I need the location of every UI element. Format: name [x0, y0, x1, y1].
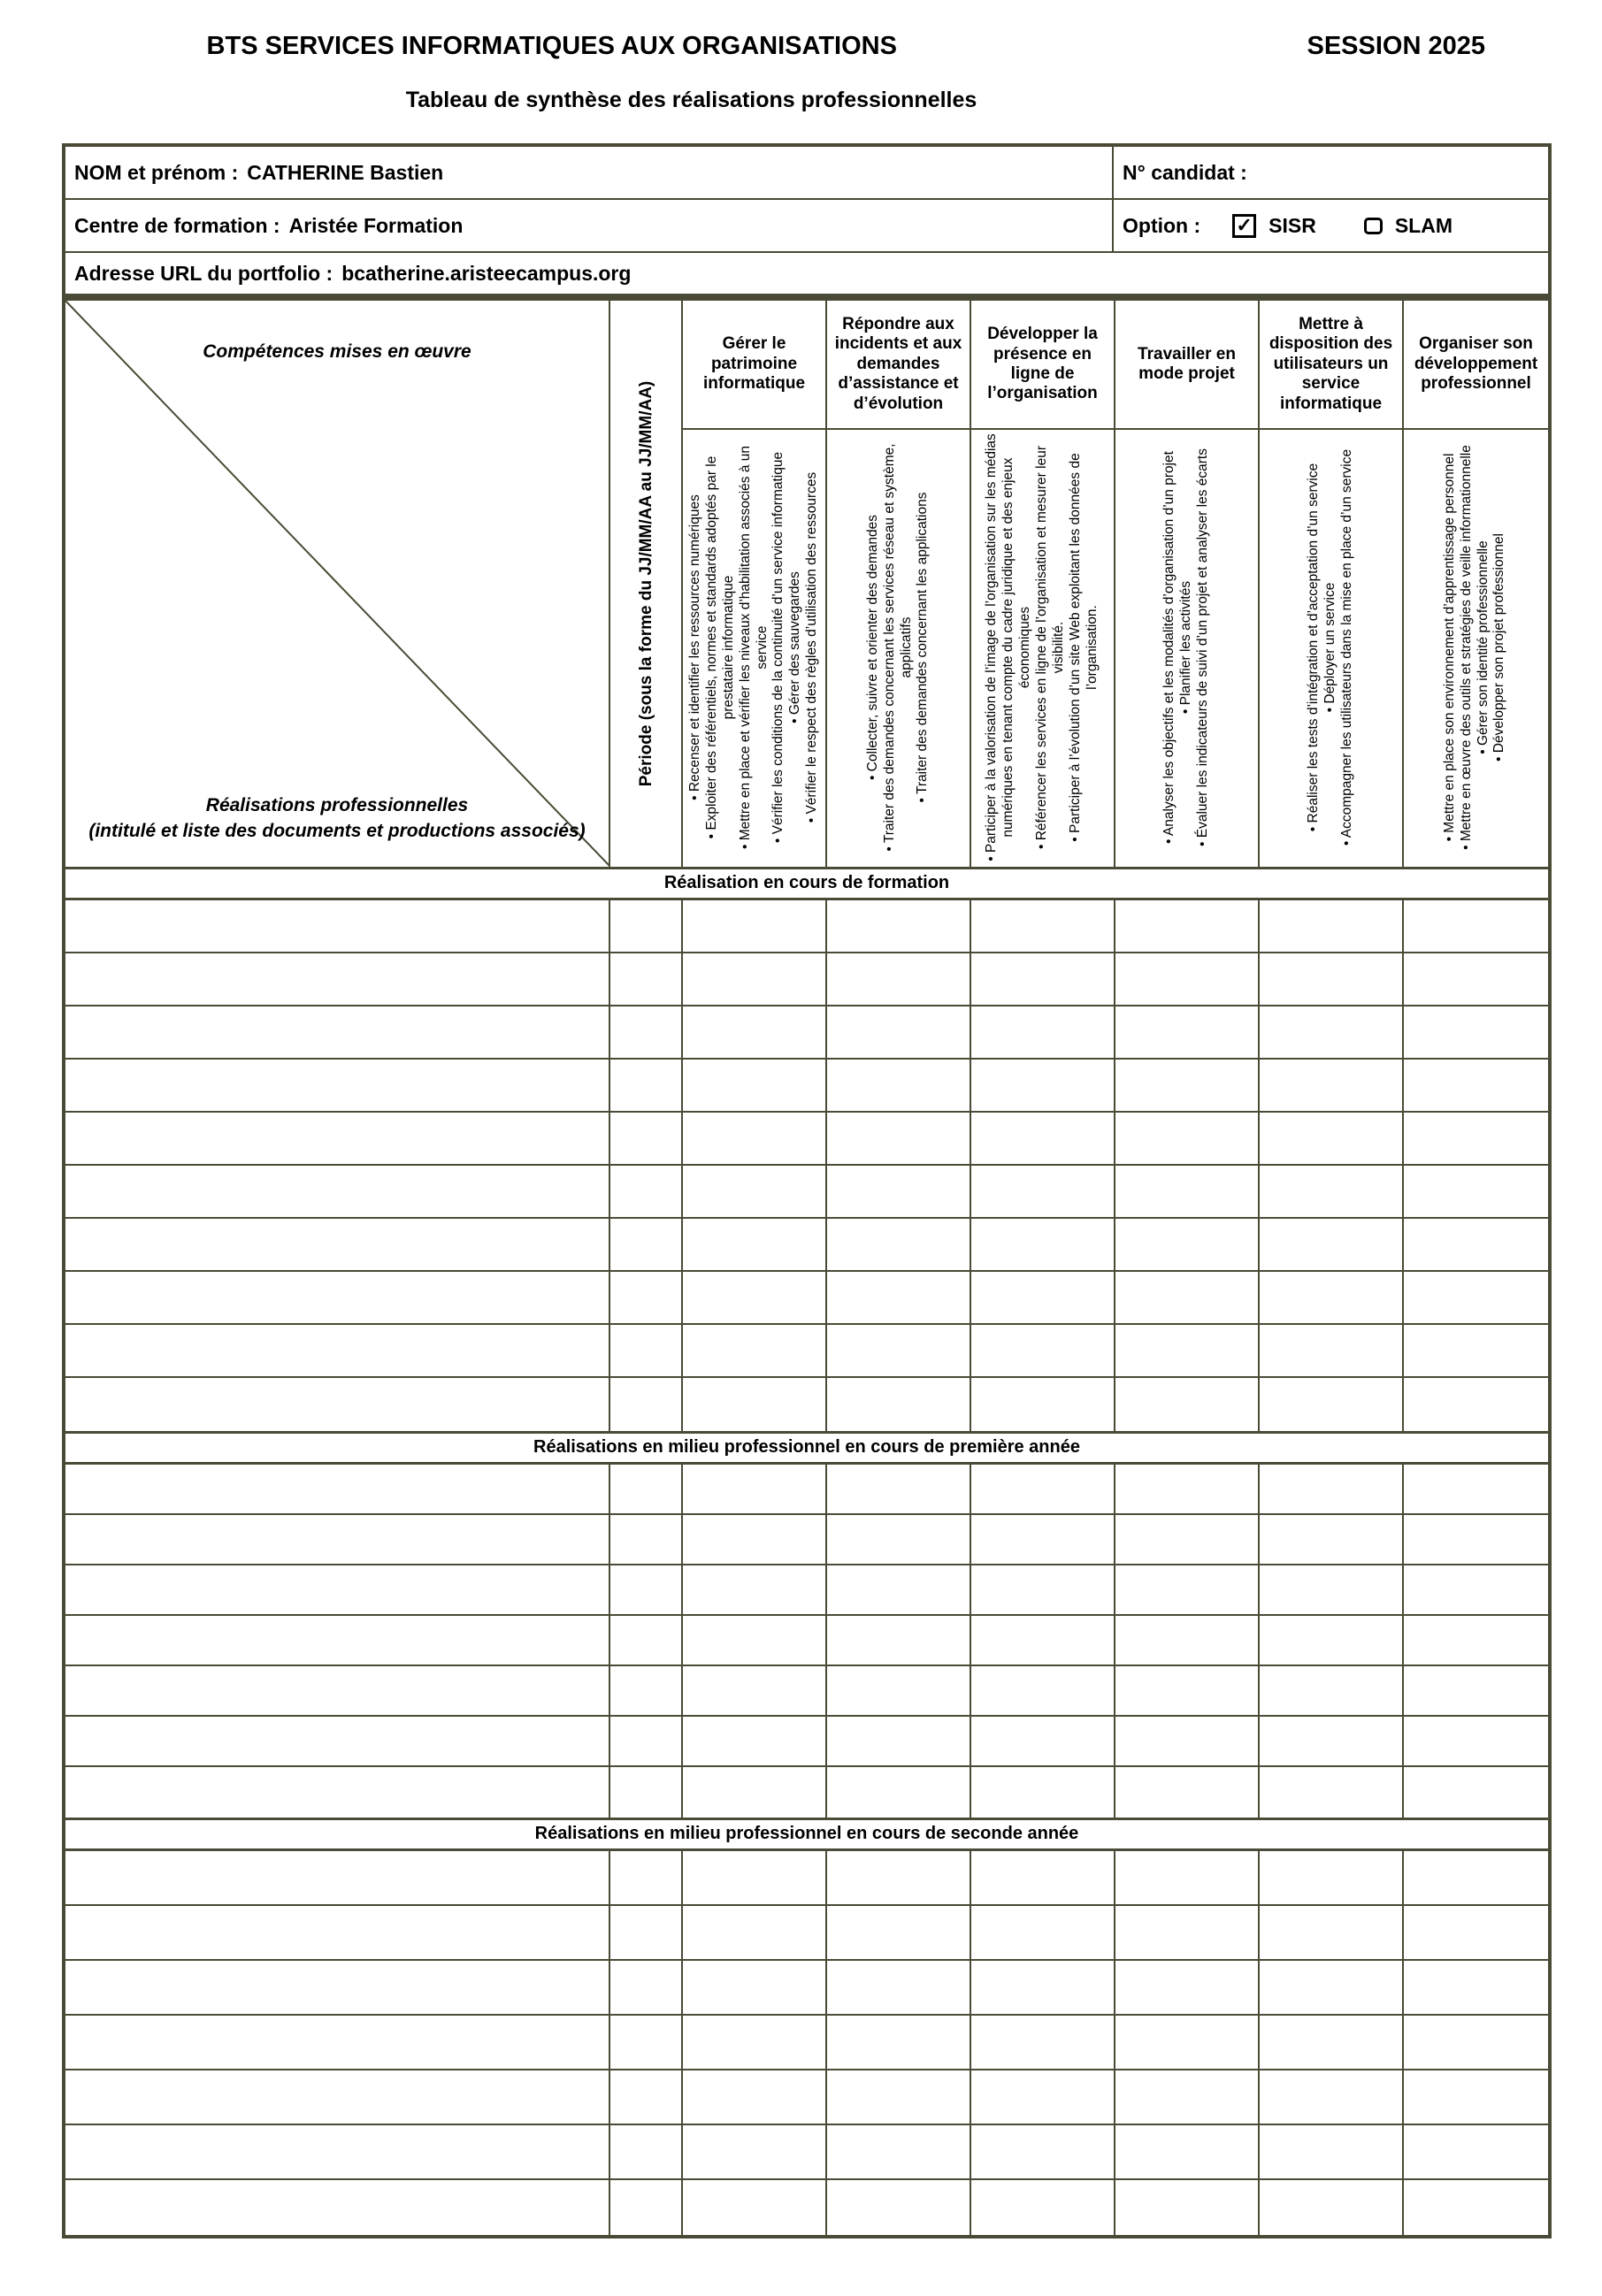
competency-mark-cell [1115, 1378, 1260, 1431]
competency-mark-cell [1115, 953, 1260, 1005]
competency-item: • Évaluer les indicateurs de suivi d’un projet et analyser les écarts [1194, 448, 1210, 846]
corner-realisations-label [65, 793, 609, 844]
table-row [65, 1325, 1548, 1378]
competency-mark-cell [827, 1006, 971, 1058]
competency-mark-cell [683, 1166, 827, 1217]
periode-cell [610, 2016, 683, 2069]
section-band: Réalisations en milieu professionnel en cours de première année [65, 1431, 1548, 1465]
competency-mark-cell [1404, 900, 1548, 952]
competency-column-header [1404, 301, 1548, 867]
candidate-info-table [62, 143, 1552, 297]
competency-item: • Traiter des demandes concernant les services réseau et système, applicatifs [881, 443, 914, 852]
competency-mark-cell [683, 1219, 827, 1270]
competency-mark-cell [683, 1906, 827, 1959]
competency-mark-cell [683, 1060, 827, 1111]
competency-mark-cell [827, 2180, 971, 2235]
periode-cell [610, 1717, 683, 1765]
competency-item: • Accompagner les utilisateurs dans la mise en place d’un service [1338, 448, 1354, 846]
competency-mark-cell [1260, 1906, 1404, 1959]
corner-competences-label: Compétences mises en œuvre [203, 341, 471, 362]
realisation-cell [65, 1060, 610, 1111]
training-center-value: Aristée Formation [288, 213, 464, 237]
competency-mark-cell [683, 1851, 827, 1904]
competency-mark-cell [971, 2180, 1115, 2235]
periode-cell [610, 1006, 683, 1058]
portfolio-row [65, 253, 1548, 294]
table-row [65, 1378, 1548, 1431]
competency-mark-cell [1404, 1166, 1548, 1217]
competency-mark-cell [1115, 1465, 1260, 1513]
competency-mark-cell [971, 2070, 1115, 2124]
realisation-cell [65, 900, 610, 952]
table-row [65, 2125, 1548, 2180]
realisation-cell [65, 953, 610, 1005]
competency-mark-cell [971, 1113, 1115, 1164]
name-label: NOM et prénom : [74, 160, 239, 184]
competency-header-cells [65, 301, 1548, 867]
competency-item: • Vérifier les conditions de la continuité d’un service informatique [770, 451, 786, 844]
periode-cell [610, 2070, 683, 2124]
competency-mark-cell [1115, 1272, 1260, 1323]
competency-mark-cell [827, 1113, 971, 1164]
sisr-label: SISR [1269, 213, 1316, 237]
competency-mark-cell [683, 1006, 827, 1058]
competency-mark-cell [827, 2070, 971, 2124]
table-row [65, 1961, 1548, 2016]
periode-cell [610, 1851, 683, 1904]
table-row [65, 1616, 1548, 1666]
competency-mark-cell [683, 1666, 827, 1715]
competency-mark-cell [1115, 1961, 1260, 2014]
competency-mark-cell [1115, 1906, 1260, 1959]
competency-mark-cell [971, 1325, 1115, 1376]
periode-cell [610, 1166, 683, 1217]
portfolio-url: bcatherine.aristeecampus.org [341, 261, 632, 285]
section-rows [65, 1851, 1548, 2235]
competency-mark-cell [1260, 1378, 1404, 1431]
competency-title: Développer la présence en ligne de l’organisation [971, 301, 1114, 430]
competency-mark-cell [1115, 1060, 1260, 1111]
realisation-cell [65, 1272, 610, 1323]
competency-mark-cell [971, 1906, 1115, 1959]
sisr-checkbox[interactable] [1232, 214, 1256, 238]
competency-mark-cell [827, 1961, 971, 2014]
corner-cell [65, 301, 610, 867]
competency-item: • Exploiter des référentiels, normes et standards adoptés par le prestataire informatique [703, 455, 736, 839]
competency-mark-cell [683, 2016, 827, 2069]
competency-item: • Mettre en œuvre des outils et stratégies de veille informationnelle [1458, 445, 1474, 850]
competency-items [971, 430, 1114, 865]
competency-mark-cell [1404, 1851, 1548, 1904]
corner-realisations-line1: Réalisations professionnelles [205, 795, 469, 816]
competency-mark-cell [827, 1465, 971, 1513]
table-row [65, 1767, 1548, 1818]
competency-mark-cell [1404, 2070, 1548, 2124]
competency-mark-cell [1260, 953, 1404, 1005]
competency-item: • Référencer les services en ligne de l’organisation et mesurer leur visibilité. [1034, 446, 1066, 850]
name-value: CATHERINE Bastien [247, 160, 444, 184]
competency-mark-cell [683, 900, 827, 952]
competency-mark-cell [827, 1666, 971, 1715]
periode-cell [610, 1465, 683, 1513]
competency-mark-cell [1260, 1325, 1404, 1376]
competency-mark-cell [1260, 1616, 1404, 1665]
competency-mark-cell [827, 1325, 971, 1376]
competency-item: • Gérer des sauvegardes [787, 571, 803, 723]
competency-mark-cell [1115, 1717, 1260, 1765]
candidate-number-label: N° candidat : [1123, 160, 1247, 184]
competency-mark-cell [827, 2016, 971, 2069]
table-row [65, 2070, 1548, 2125]
competency-item: • Traiter des demandes concernant les applications [915, 492, 931, 803]
table-row [65, 1113, 1548, 1166]
periode-cell [610, 1113, 683, 1164]
periode-cell [610, 1378, 683, 1431]
competency-item: • Gérer son identité professionnelle [1475, 540, 1491, 754]
periode-cell [610, 1616, 683, 1665]
competency-mark-cell [683, 1465, 827, 1513]
realisation-cell [65, 1006, 610, 1058]
realisation-cell [65, 1565, 610, 1614]
competency-mark-cell [827, 1166, 971, 1217]
periode-header-cell [610, 301, 683, 867]
table-row [65, 1465, 1548, 1515]
competency-mark-cell [683, 1325, 827, 1376]
competency-mark-cell [1404, 1219, 1548, 1270]
table-row [65, 900, 1548, 953]
competency-mark-cell [827, 1906, 971, 1959]
competency-item: • Mettre en place son environnement d’apprentissage personnel [1441, 453, 1457, 842]
competency-mark-cell [1115, 2180, 1260, 2235]
competency-item: • Déployer un service [1322, 582, 1338, 713]
table-row [65, 1219, 1548, 1272]
page-header [62, 32, 1540, 61]
competency-mark-cell [683, 1565, 827, 1614]
competency-items [1115, 430, 1258, 865]
competency-mark-cell [971, 1717, 1115, 1765]
competency-mark-cell [1404, 953, 1548, 1005]
competency-title: Gérer le patrimoine informatique [683, 301, 825, 430]
competency-mark-cell [827, 1851, 971, 1904]
competency-mark-cell [827, 2125, 971, 2178]
competency-mark-cell [1260, 2070, 1404, 2124]
competency-mark-cell [971, 1060, 1115, 1111]
periode-cell [610, 1961, 683, 2014]
competency-mark-cell [827, 1378, 971, 1431]
competency-item: • Développer son projet professionnel [1491, 533, 1507, 762]
table-row [65, 1565, 1548, 1616]
competency-item: • Mettre en place et vérifier les niveaux d’habilitation associés à un service [737, 445, 770, 850]
realisation-cell [65, 1465, 610, 1513]
competency-mark-cell [827, 953, 971, 1005]
periode-cell [610, 1060, 683, 1111]
table-row [65, 1006, 1548, 1060]
competency-mark-cell [1404, 1961, 1548, 2014]
competency-mark-cell [1404, 1515, 1548, 1564]
competency-mark-cell [1115, 2125, 1260, 2178]
competency-mark-cell [1115, 1851, 1260, 1904]
table-row [65, 1060, 1548, 1113]
table-row [65, 1851, 1548, 1906]
realisation-cell [65, 2125, 610, 2178]
competency-title: Organiser son développement professionnel [1404, 301, 1548, 430]
competency-mark-cell [1260, 1060, 1404, 1111]
competency-mark-cell [683, 1113, 827, 1164]
table-row [65, 1666, 1548, 1717]
realisation-cell [65, 1166, 610, 1217]
table-row [65, 1272, 1548, 1325]
competency-mark-cell [1115, 1616, 1260, 1665]
competency-mark-cell [1260, 1565, 1404, 1614]
realisation-cell [65, 1767, 610, 1818]
competency-mark-cell [1260, 1666, 1404, 1715]
competency-mark-cell [827, 1272, 971, 1323]
competency-items [1404, 430, 1546, 865]
competency-mark-cell [683, 1272, 827, 1323]
competency-mark-cell [1260, 1006, 1404, 1058]
center-row [65, 200, 1548, 253]
session-label: SESSION 2025 [1307, 32, 1485, 60]
competency-mark-cell [683, 1616, 827, 1665]
table-row [65, 1906, 1548, 1961]
competency-mark-cell [1260, 900, 1404, 952]
slam-label: SLAM [1394, 213, 1453, 237]
competency-mark-cell [1260, 2125, 1404, 2178]
competency-mark-cell [1260, 1515, 1404, 1564]
competency-mark-cell [971, 1465, 1115, 1513]
competency-mark-cell [1115, 1006, 1260, 1058]
competency-mark-cell [971, 2016, 1115, 2069]
competency-mark-cell [1404, 1113, 1548, 1164]
competency-mark-cell [1404, 1272, 1548, 1323]
competency-mark-cell [1404, 2125, 1548, 2178]
realisation-cell [65, 1325, 610, 1376]
competency-mark-cell [971, 1272, 1115, 1323]
competency-mark-cell [827, 1616, 971, 1665]
table-row [65, 953, 1548, 1006]
periode-cell [610, 2125, 683, 2178]
competency-mark-cell [971, 1378, 1115, 1431]
competency-mark-cell [1115, 900, 1260, 952]
competency-column-header [683, 301, 827, 867]
training-center-label: Centre de formation : [74, 213, 280, 237]
competency-mark-cell [1115, 1325, 1260, 1376]
competency-mark-cell [1115, 1565, 1260, 1614]
competency-mark-cell [827, 900, 971, 952]
competency-column-header [1115, 301, 1260, 867]
realisation-cell [65, 1113, 610, 1164]
periode-cell [610, 1272, 683, 1323]
table-row [65, 2180, 1548, 2235]
competency-mark-cell [1115, 1515, 1260, 1564]
competency-mark-cell [971, 1006, 1115, 1058]
competency-mark-cell [971, 1515, 1115, 1564]
competency-item: • Recenser et identifier les ressources numériques [686, 494, 702, 800]
table-row [65, 1515, 1548, 1565]
competency-column-header [1260, 301, 1404, 867]
competency-item: • Analyser les objectifs et les modalités d’organisation d’un projet [1161, 451, 1177, 844]
competency-mark-cell [1404, 1906, 1548, 1959]
page-title: BTS SERVICES INFORMATIQUES AUX ORGANISATIONS [206, 32, 897, 60]
option-cell [1114, 200, 1548, 251]
section-band: Réalisation en cours de formation [65, 867, 1548, 900]
periode-cell [610, 1565, 683, 1614]
competency-mark-cell [1115, 2070, 1260, 2124]
competency-mark-cell [1260, 1717, 1404, 1765]
periode-header-label: Période (sous la forme du JJ/MM/AA au JJ/MM/AA) [637, 380, 655, 787]
name-row [65, 147, 1548, 200]
competency-column-header [827, 301, 971, 867]
realisation-cell [65, 1616, 610, 1665]
competency-mark-cell [971, 1565, 1115, 1614]
competency-mark-cell [1404, 1006, 1548, 1058]
periode-cell [610, 900, 683, 952]
competency-item: • Collecter, suivre et orienter des demandes [864, 514, 880, 781]
competency-mark-cell [971, 900, 1115, 952]
competency-mark-cell [1115, 1219, 1260, 1270]
realisation-cell [65, 1906, 610, 1959]
competency-mark-cell [1260, 1272, 1404, 1323]
realisation-cell [65, 2070, 610, 2124]
competency-mark-cell [1404, 1616, 1548, 1665]
realisation-cell [65, 1666, 610, 1715]
competency-mark-cell [683, 2070, 827, 2124]
periode-cell [610, 1515, 683, 1564]
competency-items [827, 430, 970, 865]
periode-cell [610, 1767, 683, 1818]
competency-mark-cell [1260, 1767, 1404, 1818]
competency-items [1260, 430, 1402, 865]
training-center-cell [65, 200, 1114, 251]
realisation-cell [65, 1961, 610, 2014]
competency-items [683, 430, 825, 865]
competency-mark-cell [971, 1851, 1115, 1904]
competency-mark-cell [1260, 1465, 1404, 1513]
competency-mark-cell [971, 2125, 1115, 2178]
competency-mark-cell [1115, 1767, 1260, 1818]
competency-mark-cell [1260, 1113, 1404, 1164]
diagonal-divider [65, 301, 610, 867]
competency-mark-cell [1260, 1961, 1404, 2014]
competency-mark-cell [683, 1378, 827, 1431]
table-row [65, 1717, 1548, 1767]
competency-mark-cell [1260, 2180, 1404, 2235]
table-row [65, 2016, 1548, 2070]
periode-cell [610, 1219, 683, 1270]
competency-title: Répondre aux incidents et aux demandes d’assistance et d’évolution [827, 301, 970, 430]
competency-item: • Réaliser les tests d’intégration et d’acceptation d’un service [1306, 463, 1322, 832]
realisation-cell [65, 1717, 610, 1765]
competency-item: • Participer à la valorisation de l’image de l’organisation sur les médias numériques en tenant compte du cadre juridique et des enjeux économiques [984, 433, 1033, 861]
competency-mark-cell [1115, 2016, 1260, 2069]
synthesis-table [62, 297, 1552, 2239]
competency-mark-cell [827, 1219, 971, 1270]
portfolio-cell [65, 253, 1548, 294]
competency-mark-cell [971, 1219, 1115, 1270]
competency-mark-cell [971, 953, 1115, 1005]
competency-mark-cell [1404, 1060, 1548, 1111]
competency-mark-cell [1260, 2016, 1404, 2069]
matrix-body [65, 867, 1548, 2235]
competency-item: • Vérifier le respect des règles d’utilisation des ressources [804, 471, 820, 823]
competency-mark-cell [1404, 2016, 1548, 2069]
competency-mark-cell [971, 1616, 1115, 1665]
portfolio-label: Adresse URL du portfolio : [74, 261, 333, 285]
competency-mark-cell [1404, 1325, 1548, 1376]
periode-cell [610, 2180, 683, 2235]
competency-mark-cell [1115, 1113, 1260, 1164]
check-icon: ✓ [1236, 214, 1253, 236]
competency-mark-cell [1404, 1465, 1548, 1513]
competency-title: Mettre à disposition des utilisateurs un service informatique [1260, 301, 1402, 430]
competency-mark-cell [1404, 1378, 1548, 1431]
competency-mark-cell [1404, 1717, 1548, 1765]
competency-mark-cell [683, 1717, 827, 1765]
periode-cell [610, 1666, 683, 1715]
competency-mark-cell [827, 1717, 971, 1765]
realisation-cell [65, 2016, 610, 2069]
realisation-cell [65, 1851, 610, 1904]
corner-realisations-line2: (intitulé et liste des documents et productions associés) [88, 820, 586, 841]
competency-mark-cell [683, 2125, 827, 2178]
competency-mark-cell [1404, 1666, 1548, 1715]
periode-cell [610, 1325, 683, 1376]
section-band: Réalisations en milieu professionnel en cours de seconde année [65, 1818, 1548, 1851]
competency-mark-cell [1115, 1166, 1260, 1217]
competency-mark-cell [683, 1767, 827, 1818]
competency-column-header [971, 301, 1115, 867]
realisation-cell [65, 1378, 610, 1431]
competency-mark-cell [683, 953, 827, 1005]
section-rows [65, 1465, 1548, 1818]
competency-mark-cell [1404, 1767, 1548, 1818]
competency-mark-cell [1404, 2180, 1548, 2235]
competency-mark-cell [1115, 1666, 1260, 1715]
competency-mark-cell [1260, 1166, 1404, 1217]
competency-mark-cell [1404, 1565, 1548, 1614]
competency-mark-cell [971, 1666, 1115, 1715]
competency-mark-cell [1260, 1219, 1404, 1270]
periode-cell [610, 1906, 683, 1959]
name-cell [65, 147, 1114, 198]
realisation-cell [65, 2180, 610, 2235]
competency-mark-cell [683, 2180, 827, 2235]
competency-mark-cell [827, 1565, 971, 1614]
competency-mark-cell [971, 1166, 1115, 1217]
competency-item: • Planifier les activités [1178, 580, 1194, 715]
competency-mark-cell [683, 1961, 827, 2014]
competency-mark-cell [1260, 1851, 1404, 1904]
slam-checkbox[interactable] [1364, 218, 1383, 234]
realisation-cell [65, 1515, 610, 1564]
candidate-number-cell [1114, 147, 1548, 198]
periode-cell [610, 953, 683, 1005]
option-label: Option : [1123, 213, 1201, 237]
page-subtitle: Tableau de synthèse des réalisations professionnelles [405, 88, 977, 112]
realisation-cell [65, 1219, 610, 1270]
competency-mark-cell [683, 1515, 827, 1564]
competency-mark-cell [827, 1767, 971, 1818]
competency-title: Travailler en mode projet [1115, 301, 1258, 430]
competency-mark-cell [827, 1515, 971, 1564]
competency-mark-cell [971, 1767, 1115, 1818]
section-rows [65, 900, 1548, 1431]
competency-mark-cell [827, 1060, 971, 1111]
competency-item: • Participer à l’évolution d’un site Web exploitant les données de l’organisation. [1067, 453, 1100, 842]
competency-mark-cell [971, 1961, 1115, 2014]
table-row [65, 1166, 1548, 1219]
